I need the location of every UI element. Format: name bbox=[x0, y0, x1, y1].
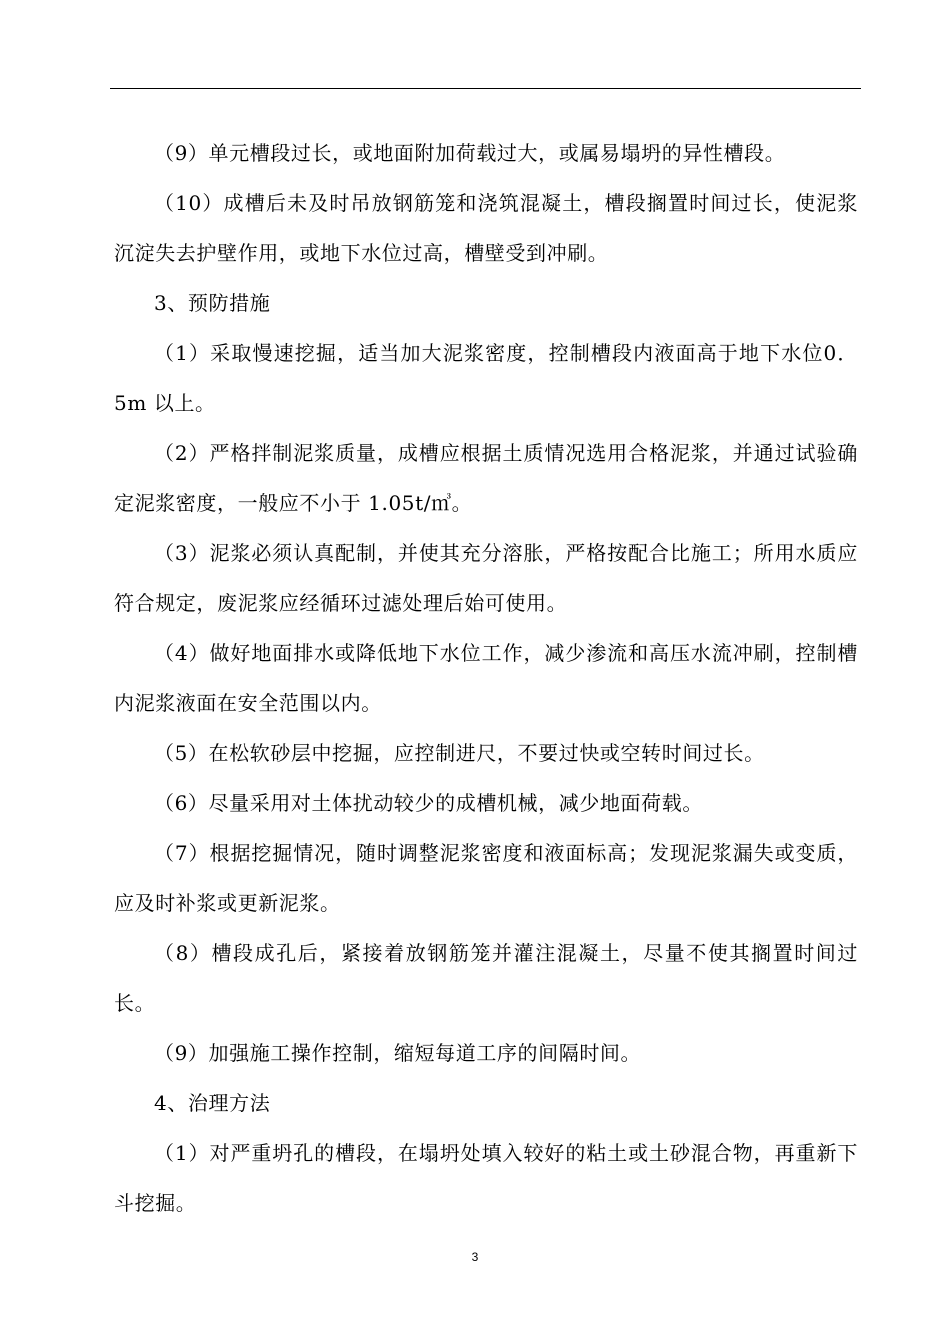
paragraph: （9）单元槽段过长，或地面附加荷载过大，或属易塌坍的异性槽段。 bbox=[154, 141, 786, 165]
paragraph: （4）做好地面排水或降低地下水位工作，减少渗流和高压水流冲刷，控制槽内泥浆液面在安全范围以内。 bbox=[114, 641, 858, 715]
paragraph: （1）采取慢速挖掘，适当加大泥浆密度，控制槽段内液面高于地下水位0．5m 以上。 bbox=[114, 341, 858, 415]
paragraph: （9）加强施工操作控制，缩短每道工序的间隔时间。 bbox=[154, 1041, 642, 1065]
section-heading: 4、治理方法 bbox=[154, 1091, 271, 1115]
paragraph: （1）对严重坍孔的槽段，在塌坍处填入较好的粘土或土砂混合物，再重新下斗挖掘。 bbox=[114, 1141, 858, 1215]
paragraph: （10）成槽后未及时吊放钢筋笼和浇筑混凝土，槽段搁置时间过长，使泥浆沉淀失去护壁作用，或地下水位过高，槽壁受到冲刷。 bbox=[114, 191, 858, 265]
page-number: 3 bbox=[471, 1250, 479, 1264]
paragraph: （7）根据挖掘情况，随时调整泥浆密度和液面标高；发现泥浆漏失或变质，应及时补浆或更新泥浆。 bbox=[114, 841, 858, 915]
paragraph: （5）在松软砂层中挖掘，应控制进尺，不要过快或空转时间过长。 bbox=[154, 741, 765, 765]
paragraph: （3）泥浆必须认真配制，并使其充分溶胀，严格按配合比施工；所用水质应符合规定，废泥浆应经循环过滤处理后始可使用。 bbox=[114, 541, 858, 615]
paragraph: （8）槽段成孔后，紧接着放钢筋笼并灌注混凝土，尽量不使其搁置时间过长。 bbox=[114, 941, 858, 1015]
header-rule bbox=[110, 88, 861, 89]
paragraph: （6）尽量采用对土体扰动较少的成槽机械，减少地面荷载。 bbox=[154, 791, 703, 815]
paragraph: （2）严格拌制泥浆质量，成槽应根据土质情况选用合格泥浆，并通过试验确定泥浆密度，一般应不小于 1.05t/㎥。 bbox=[114, 441, 858, 515]
body-text bbox=[114, 128, 858, 1228]
section-heading: 3、预防措施 bbox=[154, 291, 271, 315]
